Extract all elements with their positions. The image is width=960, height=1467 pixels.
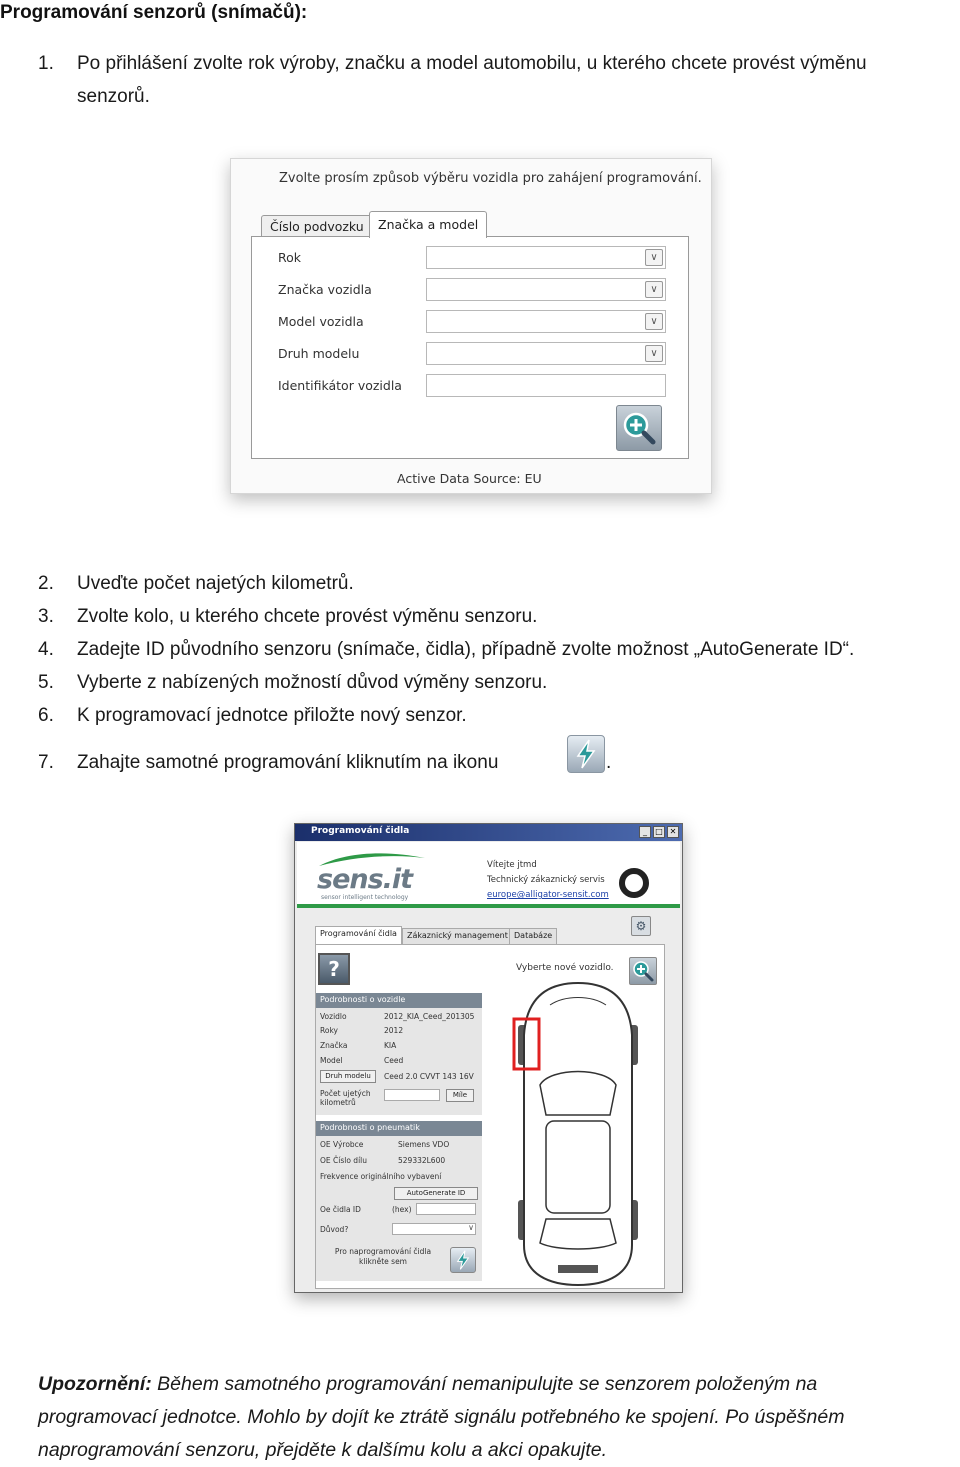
frequency-label: Frekvence originálního vybavení [320,1172,442,1181]
mileage-unit-button[interactable]: Míle [446,1089,474,1102]
close-icon[interactable]: ✕ [667,826,679,838]
model-select[interactable] [426,310,666,333]
oe-part-value: 529332L600 [398,1156,446,1165]
roof [546,1121,610,1213]
programming-panel [315,944,665,1289]
year-select[interactable] [426,246,666,269]
program-bolt-icon [567,735,605,773]
model-label: Model [320,1056,343,1065]
model-value: Ceed [384,1056,404,1065]
warning-note [38,1368,938,1467]
year-value: 2012 [384,1026,404,1035]
make-select[interactable] [426,278,666,301]
step-number: 6. [38,705,54,726]
vehicle-selection-screenshot [230,158,712,494]
model-label: Model vozidla [278,314,364,329]
step-7 [38,746,498,779]
vehicle-details-heading: Podrobnosti o vozidle [316,993,482,1008]
car-diagram [490,975,666,1290]
tab-make-model[interactable]: Značka a model [369,211,487,238]
step-5 [38,666,547,699]
app-header [297,842,680,908]
oe-sensor-id-input[interactable] [416,1203,476,1215]
tab-database[interactable]: Databáze [509,928,557,944]
reason-label: Důvod? [320,1225,349,1234]
mileage-label: Počet ujetých kilometrů [320,1089,371,1107]
program-hint: Pro naprogramování čidla klikněte sem [334,1247,432,1266]
page-title: Programování senzorů (snímačů): [0,2,308,23]
step-number: 2. [38,573,54,594]
vehicle-form-panel [251,236,689,459]
program-sensor-button[interactable] [450,1247,476,1273]
make-label: Značka [320,1041,348,1050]
step-2 [38,567,354,600]
chevron-down-icon[interactable]: ∨ [645,281,663,298]
make-value: KIA [384,1041,397,1050]
logo-tagline: sensor intelligent technology [321,894,409,901]
chevron-down-icon[interactable]: ∨ [645,345,663,362]
window-title: Programování čidla [295,824,682,841]
autogenerate-id-button[interactable]: AutoGenerate ID [394,1187,478,1200]
rear-plate [558,1265,598,1273]
gear-icon[interactable]: ⚙ [631,916,651,936]
search-button[interactable] [616,405,662,451]
step-text: Zadejte ID původního senzoru (snímače, čidla), případně zvolte možnost „AutoGenerate ID“. [77,639,855,660]
step-3 [38,600,537,633]
data-source-label: Active Data Source: EU [397,471,542,486]
step-4 [38,633,854,666]
model-variant-value: Ceed 2.0 CVVT 143 16V [384,1072,474,1081]
welcome-text: Vítejte jtmd [487,860,537,870]
model-variant-button[interactable]: Druh modelu [320,1070,376,1083]
step-7-period: . [606,752,612,773]
tab-customer-management[interactable]: Zákaznický management [402,928,513,944]
vehicle-id-input[interactable] [426,374,666,397]
sensit-logo: sens.it [317,864,413,895]
step-number: 4. [38,639,54,660]
minimize-icon[interactable]: _ [639,826,651,838]
hex-label: (hex) [392,1205,412,1214]
step-text: Uveďte počet najetých kilometrů. [77,573,354,594]
zoom-in-icon [617,406,661,450]
step-number: 5. [38,672,54,693]
step-text: K programovací jednotce přiložte nový senzor. [77,705,467,726]
vehicle-details-section [316,993,482,1115]
vehicle-value: 2012_KIA_Ceed_201305 [384,1012,475,1021]
chevron-down-icon[interactable]: ∨ [645,249,663,266]
chevron-down-icon[interactable]: ∨ [468,1223,474,1232]
oe-manufacturer-value: Siemens VDO [398,1140,450,1149]
step-6 [38,699,467,732]
make-label: Značka vozidla [278,282,372,297]
step-text: Vyberte z nabízených možností důvod výměny senzoru. [77,672,548,693]
support-email-link[interactable]: europe@alligator-sensit.com [487,890,609,900]
programming-window-screenshot [294,823,683,1293]
year-label: Roky [320,1026,338,1035]
oe-manufacturer-label: OE Výrobce [320,1140,364,1149]
selection-prompt: Zvolte prosím způsob výběru vozidla pro zahájení programování. [279,171,702,186]
bolt-icon [451,1248,475,1272]
oe-sensor-id-label: Oe čidla ID [320,1205,361,1214]
step-number: 3. [38,606,54,627]
windshield [540,1072,616,1116]
vehicle-label: Vozidlo [320,1012,347,1021]
select-new-vehicle-label: Vyberte nové vozidlo. [516,963,614,973]
brand-logo [619,868,649,898]
model-variant-label: Druh modelu [278,346,360,361]
rear-window [540,1219,616,1249]
tab-chassis-number[interactable]: Číslo podvozku [261,215,373,237]
tyre-details-heading: Podrobnosti o pneumatik [316,1121,482,1136]
step-1 [38,47,917,113]
model-variant-select[interactable] [426,342,666,365]
support-text: Technický zákaznický servis [487,875,605,885]
step-number: 1. [38,53,54,74]
help-icon[interactable]: ? [318,953,350,985]
vehicle-id-label: Identifikátor vozidla [278,378,402,393]
step-number: 7. [38,752,54,773]
reason-select[interactable] [392,1223,476,1235]
year-label: Rok [278,250,302,265]
warning-text: Během samotného programování nemanipulujte se senzorem položeným na programovací jednotce. Mohlo by dojít ke ztrátě signálu potřebného ke spojení. Po úspěšném naprogramování senzoru, přejděte k dalšímu kolu a akci opakujte. [38,1373,845,1461]
oe-part-label: OE Číslo dílu [320,1156,367,1165]
warning-label: Upozornění: [38,1373,152,1395]
step-text: Zahajte samotné programování kliknutím na ikonu [77,752,499,773]
step-text: Po přihlášení zvolte rok výroby, značku a model automobilu, u kterého chcete provést výměnu senzorů. [77,53,867,107]
mileage-input[interactable] [384,1089,440,1101]
step-text: Zvolte kolo, u kterého chcete provést výměnu senzoru. [77,606,538,627]
tab-sensor-programming[interactable]: Programování čidla [315,926,402,944]
maximize-icon[interactable]: □ [653,826,665,838]
chevron-down-icon[interactable]: ∨ [645,313,663,330]
